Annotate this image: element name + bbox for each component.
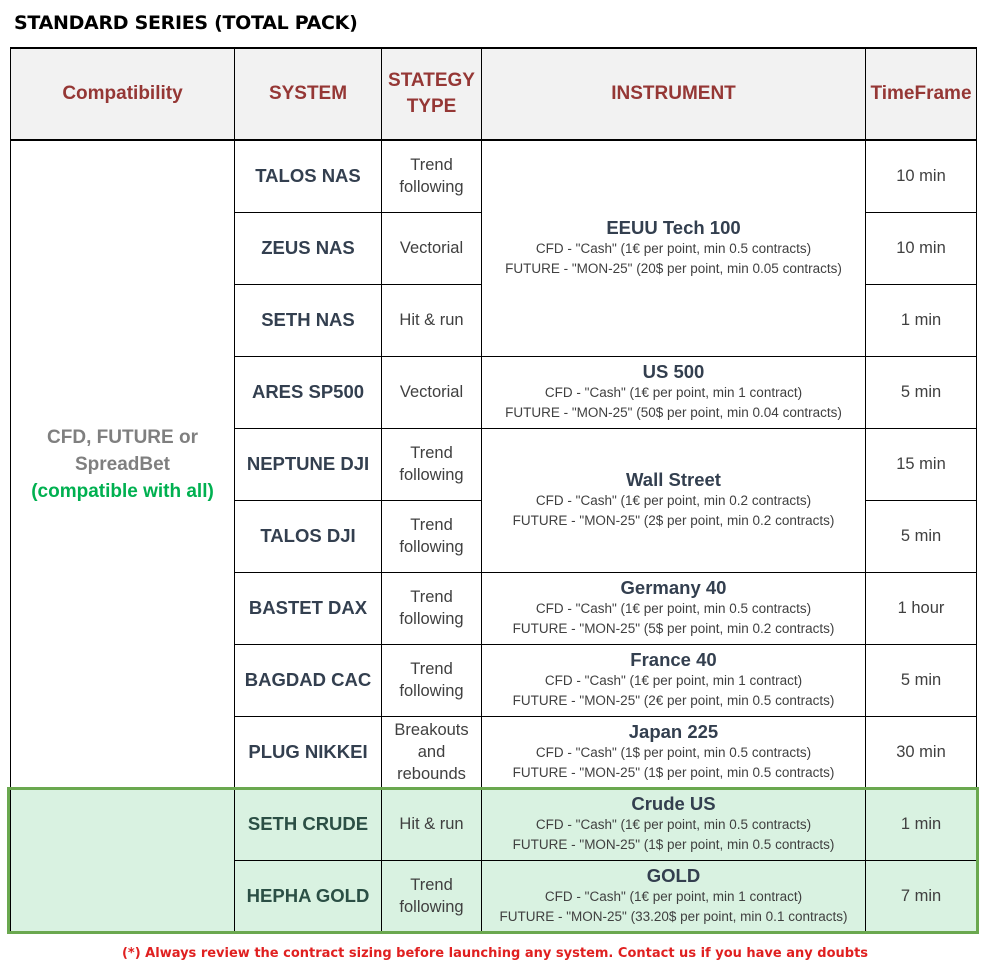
strategy-type-cell: Hit & run xyxy=(382,284,482,356)
strategy-type-line: rebounds xyxy=(397,765,466,783)
instrument-cfd: CFD - "Cash" (1€ per point, min 0.5 contracts) xyxy=(535,241,812,257)
table-row xyxy=(11,140,977,212)
compatibility-cell xyxy=(11,140,235,788)
strategy-type-line: and xyxy=(417,743,446,761)
timeframe-cell: 7 min xyxy=(866,860,977,932)
strategy-type-line: following xyxy=(399,178,464,197)
strategy-type-cell xyxy=(382,860,482,932)
instrument-cell xyxy=(482,716,866,788)
strategy-type-cell: Hit & run xyxy=(382,788,482,860)
instrument-cfd: CFD - "Cash" (1€ per point, min 1 contract) xyxy=(544,385,803,400)
timeframe-cell: 15 min xyxy=(866,428,977,500)
instrument-cell xyxy=(482,788,866,860)
instrument-cfd: CFD - "Cash" (1€ per point, min 1 contract) xyxy=(544,673,803,688)
compatibility-line2: SpreadBet xyxy=(74,453,171,475)
strategy-type-cell: Vectorial xyxy=(382,356,482,428)
strategy-type-line: Trend xyxy=(410,516,453,534)
timeframe-cell: 1 min xyxy=(866,788,977,860)
instrument-name: Wall Street xyxy=(626,469,721,490)
instrument-future: FUTURE - "MON-25" (2€ per point, min 0.5 contracts) xyxy=(512,693,835,708)
strategy-type-cell xyxy=(382,428,482,500)
timeframe-cell: 5 min xyxy=(866,356,977,428)
timeframe-cell: 10 min xyxy=(866,212,977,284)
strategy-type-cell xyxy=(382,644,482,716)
instrument-cell xyxy=(482,140,866,356)
instrument-cfd: CFD - "Cash" (1€ per point, min 0.2 contracts) xyxy=(535,493,812,508)
header-compatibility: Compatibility xyxy=(11,48,235,140)
instrument-cell xyxy=(482,428,866,572)
header-instrument: INSTRUMENT xyxy=(482,48,866,140)
system-cell: BAGDAD CAC xyxy=(235,644,382,716)
strategy-type-line: Trend xyxy=(410,588,453,606)
strategy-type-line: Trend xyxy=(410,156,453,175)
instrument-future: FUTURE - "MON-25" (20$ per point, min 0.05 contracts) xyxy=(505,261,842,277)
timeframe-cell: 10 min xyxy=(866,140,977,212)
instrument-cfd: CFD - "Cash" (1€ per point, min 1 contract) xyxy=(544,889,803,904)
strategy-type-line: following xyxy=(399,610,464,628)
timeframe-cell: 5 min xyxy=(866,500,977,572)
system-cell: ARES SP500 xyxy=(235,356,382,428)
strategy-type-cell xyxy=(382,140,482,212)
strategy-type-line: following xyxy=(399,466,464,484)
instrument-future: FUTURE - "MON-25" (50$ per point, min 0.04 contracts) xyxy=(505,405,842,420)
timeframe-cell: 1 hour xyxy=(866,572,977,644)
header-strategy-line2: TYPE xyxy=(406,96,457,117)
instrument-name: GOLD xyxy=(646,865,701,886)
compatibility-cell-empty xyxy=(11,788,235,932)
instrument-cell xyxy=(482,572,866,644)
header-system: SYSTEM xyxy=(235,48,382,140)
compatibility-line1: CFD, FUTURE or xyxy=(47,426,198,448)
system-cell: SETH CRUDE xyxy=(235,788,382,860)
instrument-future: FUTURE - "MON-25" (33.20$ per point, min 0.1 contracts) xyxy=(499,909,848,924)
instrument-cell xyxy=(482,644,866,716)
instrument-cell xyxy=(482,860,866,932)
header-row xyxy=(11,48,977,140)
compatibility-note: (compatible with all) xyxy=(31,480,214,502)
system-cell: ZEUS NAS xyxy=(235,212,382,284)
header-strategy-type xyxy=(382,48,482,140)
systems-table xyxy=(10,47,977,933)
instrument-future: FUTURE - "MON-25" (1$ per point, min 0.5 contracts) xyxy=(512,765,835,780)
timeframe-cell: 30 min xyxy=(866,716,977,788)
strategy-type-cell xyxy=(382,500,482,572)
instrument-name: US 500 xyxy=(642,361,705,382)
strategy-type-line: Trend xyxy=(410,876,453,894)
page-title: STANDARD SERIES (TOTAL PACK) xyxy=(14,12,358,34)
timeframe-cell: 5 min xyxy=(866,644,977,716)
table-row-highlighted xyxy=(11,788,977,860)
system-cell: PLUG NIKKEI xyxy=(235,716,382,788)
instrument-cfd: CFD - "Cash" (1€ per point, min 0.5 contracts) xyxy=(535,601,812,616)
instrument-name: EEUU Tech 100 xyxy=(606,217,741,239)
instrument-cfd: CFD - "Cash" (1$ per point, min 0.5 contracts) xyxy=(535,745,812,760)
instrument-name: Crude US xyxy=(631,793,716,814)
footnote: (*) Always review the contract sizing before launching any system. Contact us if you have any doubts xyxy=(121,946,869,961)
instrument-name: Germany 40 xyxy=(620,577,727,598)
strategy-type-line: Trend xyxy=(410,660,453,678)
system-cell: SETH NAS xyxy=(235,284,382,356)
strategy-type-line: following xyxy=(399,898,464,916)
strategy-type-line: following xyxy=(399,682,464,700)
strategy-type-cell xyxy=(382,716,482,788)
strategy-type-line: Trend xyxy=(410,444,453,462)
instrument-cfd: CFD - "Cash" (1€ per point, min 0.5 contracts) xyxy=(535,817,812,832)
header-timeframe: TimeFrame xyxy=(866,48,977,140)
strategy-type-cell xyxy=(382,572,482,644)
strategy-type-cell: Vectorial xyxy=(382,212,482,284)
instrument-future: FUTURE - "MON-25" (5$ per point, min 0.2 contracts) xyxy=(512,621,835,636)
strategy-type-line: following xyxy=(399,538,464,556)
system-cell: BASTET DAX xyxy=(235,572,382,644)
instrument-name: France 40 xyxy=(630,649,717,670)
instrument-name: Japan 225 xyxy=(628,721,719,742)
instrument-future: FUTURE - "MON-25" (1$ per point, min 0.5 contracts) xyxy=(512,837,835,852)
system-cell: TALOS DJI xyxy=(235,500,382,572)
instrument-future: FUTURE - "MON-25" (2$ per point, min 0.2 contracts) xyxy=(512,513,835,528)
system-cell: NEPTUNE DJI xyxy=(235,428,382,500)
header-strategy-line1: STATEGY xyxy=(388,70,475,91)
timeframe-cell: 1 min xyxy=(866,284,977,356)
system-cell: TALOS NAS xyxy=(235,140,382,212)
system-cell: HEPHA GOLD xyxy=(235,860,382,932)
strategy-type-line: Breakouts xyxy=(394,721,469,739)
instrument-cell xyxy=(482,356,866,428)
